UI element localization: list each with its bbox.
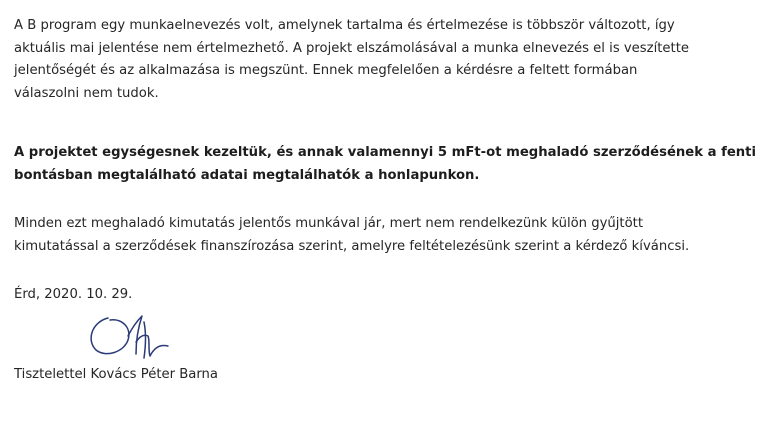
text-line: válaszolni nem tudok.	[14, 85, 159, 101]
text-line: aktuális mai jelentése nem értelmezhető. A projekt elszámolásával a munka elnevezés el is veszítette	[14, 40, 689, 56]
paragraph-program-explanation	[14, 15, 766, 105]
text-line: bontásban megtalálható adatai megtalálhatók a honlapunkon.	[14, 167, 480, 183]
handwritten-signature	[82, 306, 182, 366]
date-line	[14, 284, 766, 307]
closing-text: Tisztelettel Kovács Péter Barna	[14, 367, 218, 382]
paragraph-project-contracts	[14, 142, 766, 187]
text-line: kimutatással a szerződések finanszírozása szerint, amelyre feltételezésünk szerint a kérdező kíváncsi.	[14, 238, 690, 254]
date-text: Érd, 2020. 10. 29.	[14, 287, 133, 302]
text-line: A B program egy munkaelnevezés volt, amelynek tartalma és értelmezése is többször változott, így	[14, 18, 675, 33]
text-line: Minden ezt meghaladó kimutatás jelentős munkával jár, mert nem rendelkezünk külön gyűjtött	[14, 216, 644, 231]
text-line: jelentőségét és az alkalmazása is megszünt. Ennek megfelelően a kérdésre a feltett formában	[14, 63, 638, 78]
paragraph-additional-reports	[14, 213, 766, 258]
text-line: A projektet egységesnek kezeltük, és annak valamennyi 5 mFt-ot meghaladó szerződésének a fenti	[14, 145, 756, 160]
closing-line	[14, 364, 766, 387]
